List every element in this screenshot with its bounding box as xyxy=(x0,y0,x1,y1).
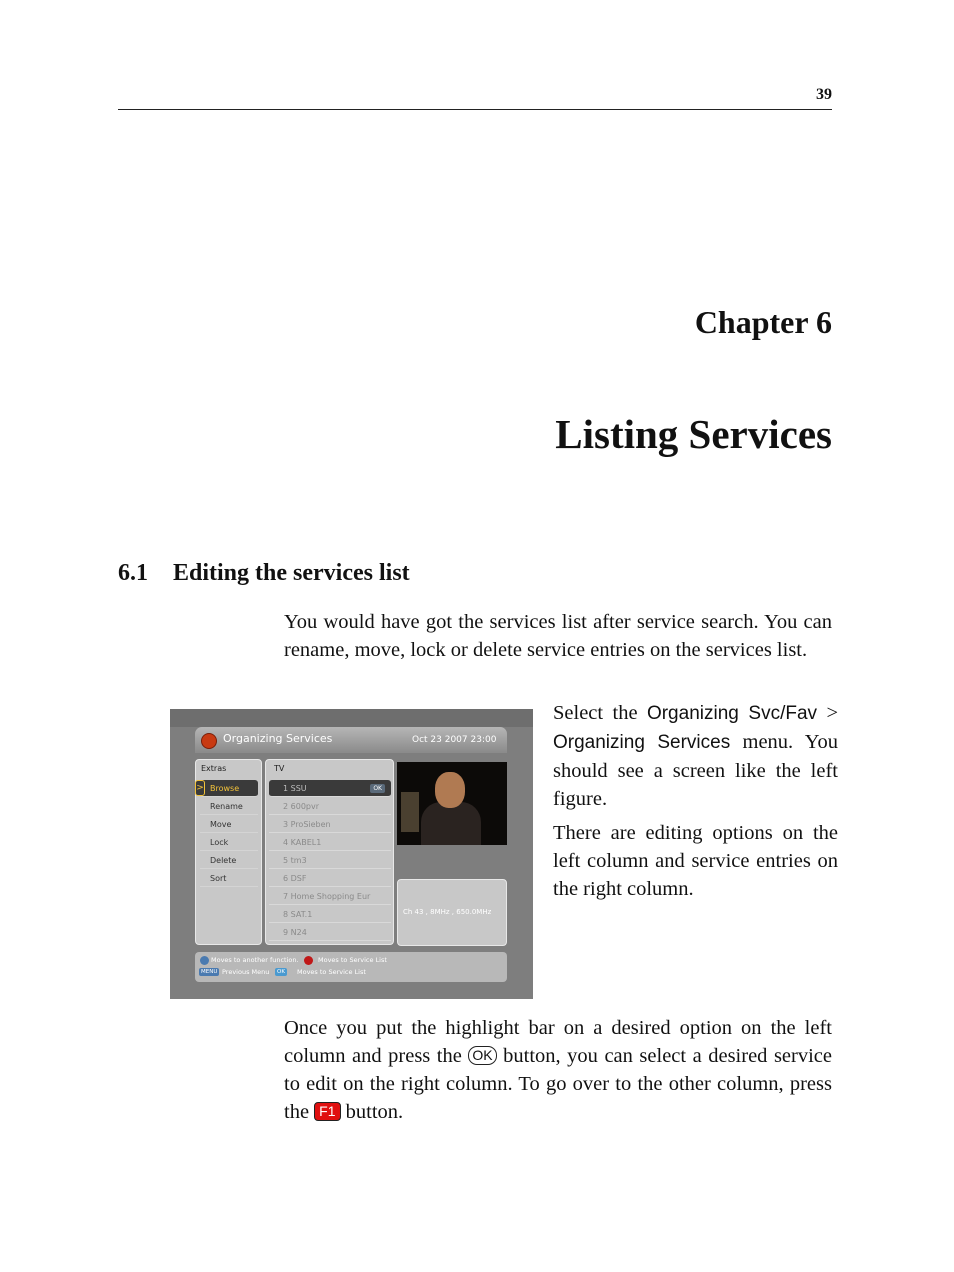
service-item: 5 tm3 xyxy=(269,852,391,869)
services-header: TV xyxy=(274,764,285,773)
screen-datetime: Oct 23 2007 23:00 xyxy=(412,735,497,745)
help-line2-b: Moves to Service List xyxy=(297,968,366,976)
extras-item-browse: Browse xyxy=(200,780,258,797)
service-item: 2 600pvr xyxy=(269,798,391,815)
header-rule xyxy=(118,109,832,110)
extras-item-delete: Delete xyxy=(200,852,258,869)
channel-info: Ch 43 , 8MHz , 650.0MHz xyxy=(403,908,492,916)
service-item: 8 SAT.1 xyxy=(269,906,391,923)
service-item: 6 DSF xyxy=(269,870,391,887)
menu-path-2: Organizing Services xyxy=(553,732,731,753)
chapter-label: Chapter 6 xyxy=(694,304,832,340)
preview-person-body xyxy=(421,802,481,845)
extras-item-lock: Lock xyxy=(200,834,258,851)
select-text-post: menu. You should see a screen like the left figure. xyxy=(553,731,838,810)
service-item: 7 Home Shopping Eur xyxy=(269,888,391,905)
ok-badge: OK xyxy=(370,784,385,793)
once-paragraph xyxy=(284,1014,832,1126)
selection-arrow-icon: > xyxy=(195,780,205,796)
help-line2-a: Previous Menu xyxy=(222,968,270,976)
options-paragraph: There are editing options on the left column and service entries on the right column. xyxy=(553,822,838,900)
chapter-title: Listing Services xyxy=(555,411,832,457)
extras-item-move: Move xyxy=(200,816,258,833)
service-item: 9 N24 xyxy=(269,924,391,941)
once-text-mid: button, you can select a desired service to edit on the right column. To go over to the other column, press the xyxy=(284,1045,833,1123)
f1-key-icon: F1 xyxy=(314,1102,340,1121)
page-number: 39 xyxy=(816,86,832,103)
organizing-services-screenshot xyxy=(170,709,533,999)
screen-top-band xyxy=(170,709,533,727)
once-text-pre: Once you put the highlight bar on a desired option on the left column and press the xyxy=(284,1017,832,1067)
menu-path-1: Organizing Svc/Fav xyxy=(646,703,818,724)
up-down-arrow-icon xyxy=(200,956,209,965)
section-title: Editing the services list xyxy=(173,560,410,586)
help-line1-b: Moves to Service List xyxy=(318,956,387,964)
services-column xyxy=(265,759,394,945)
ok-chip: OK xyxy=(277,969,285,975)
extras-item-sort: Sort xyxy=(200,870,258,887)
help-bar xyxy=(195,952,507,982)
service-item: 4 KABEL1 xyxy=(269,834,391,851)
help-line1-a: Moves to another function. xyxy=(211,956,299,964)
ok-key-icon: OK xyxy=(468,1046,496,1065)
intro-paragraph: You would have got the services list after service search. You can rename, move, lock or delete service entries on the services list. xyxy=(284,611,832,661)
red-button-icon xyxy=(304,956,313,965)
service-item-label: 1 SSU xyxy=(283,784,307,793)
select-paragraph xyxy=(553,699,838,813)
screen-title: Organizing Services xyxy=(223,732,333,745)
menu-chip: MENU xyxy=(201,969,218,975)
channel-info-box xyxy=(397,879,507,946)
once-text-post: button. xyxy=(340,1101,404,1123)
preview-background xyxy=(401,792,419,832)
service-item xyxy=(269,780,391,797)
extras-header: Extras xyxy=(201,764,227,773)
section-number: 6.1 xyxy=(118,560,148,586)
preview-person-face xyxy=(435,772,465,808)
menu-separator: > xyxy=(817,702,838,724)
brand-logo-icon xyxy=(201,733,217,749)
extras-column xyxy=(195,759,262,945)
select-text-pre: Select the xyxy=(553,702,647,724)
service-item: 3 ProSieben xyxy=(269,816,391,833)
video-preview xyxy=(397,762,507,845)
extras-item-rename: Rename xyxy=(200,798,258,815)
